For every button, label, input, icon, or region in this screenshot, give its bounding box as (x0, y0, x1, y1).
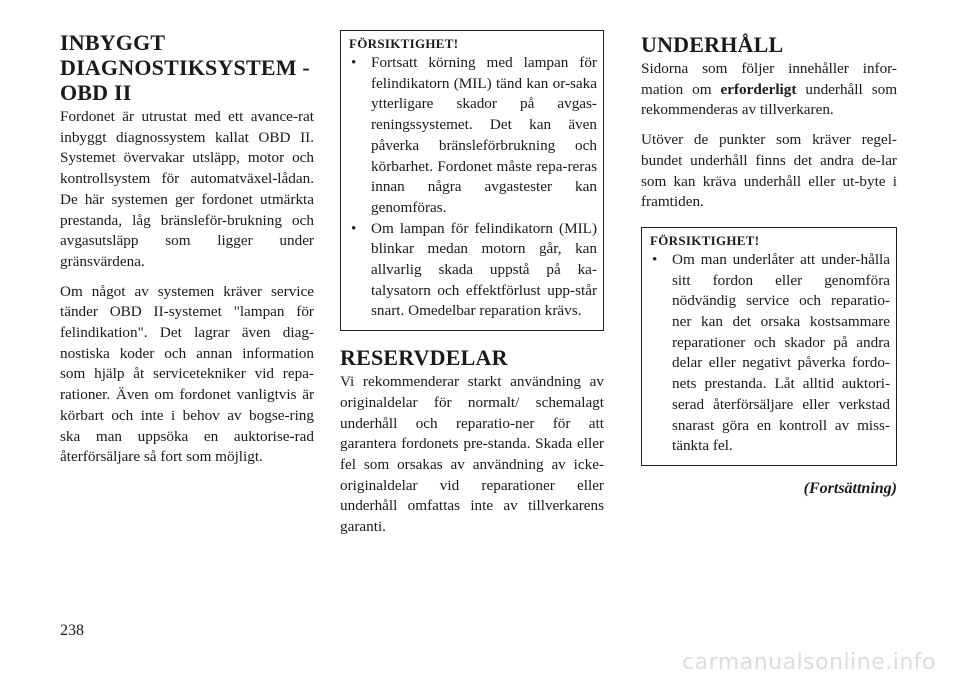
caution-text: Om lampan för felindikatorn (MIL) blinkar medan motorn går, kan allvarlig skada uppstå på ka-talysatorn och effektförlust upp-står snart. Omedelbar reparation krävs. (371, 219, 597, 320)
watermark: carmanualsonline.info (682, 650, 936, 675)
column-underhall (641, 30, 897, 498)
obd-paragraph-2: Om något av systemen kräver service tänder OBD II-systemet "lampan för felindikation". Det lagrar även diag-nostiska koder och annan information som hjälp åt servicetekniker vid repa-rationer. Även om fordonet vanligtvis är körbart och inte i behov av bogse-ring ska man uppsöka en auktorise-rad återförsäljare så fort som möjligt. (60, 282, 314, 466)
bullet-icon: • (652, 250, 658, 268)
caution-title: FÖRSIKTIGHET! (650, 232, 760, 248)
caution-list (650, 250, 890, 457)
underhall-heading: UNDERHÅLL (641, 32, 784, 57)
underhall-heading-wrap (641, 32, 897, 57)
caution-item (650, 250, 890, 457)
caution-title: FÖRSIKTIGHET! (349, 36, 459, 51)
bullet-icon: • (351, 54, 357, 71)
caution-text: Om man underlåter att under-hålla sitt fordon eller genomföra nödvändig service och reparatio-ner kan det orsaka kostsammare reparationer och skador på andra delar eller negativt påverka fordo-nets prestanda. Låt alltid auktori-serad återförsäljare eller verkstad snarast göra en kontroll av miss-tänkta fel. (672, 250, 890, 455)
column-obd (60, 30, 314, 468)
caution-box (340, 30, 604, 331)
caution-list (349, 53, 597, 322)
page-number: 238 (60, 622, 84, 639)
reservdelar-heading: RESERVDELAR (340, 345, 508, 371)
continued-label: (Fortsättning) (803, 479, 897, 497)
underhall-paragraph-1 (641, 59, 897, 121)
text-run: underhåll som rekommenderas av tillverkaren. (641, 80, 898, 119)
heading-line: OBD II (60, 80, 132, 105)
obd-heading (60, 30, 314, 105)
text-run: Sidorna som följer innehåller infor-mation om (641, 60, 897, 98)
obd-paragraph-1: Fordonet är utrustat med ett avance-rat inbyggt diagnossystem kallat OBD II. Systemet övervakar utsläpp, motor och kontrollsystem för automatväxel-lådan. De här systemen ger fordonet utmärkta prestanda, låg bränsleför-brukning och avgasutsläpp som ligger under gränsvärdena. (60, 108, 314, 270)
obd-heading-wrap (60, 30, 314, 105)
underhall-paragraph-2: Utöver de punkter som kräver regel-bundet underhåll finns det andra de-lar som kan kräva underhåll eller ut-byte i framtiden. (641, 131, 897, 211)
caution-box (641, 227, 897, 466)
column-reservdelar (340, 30, 604, 538)
heading-line: DIAGNOSTIKSYSTEM - (60, 55, 310, 80)
heading-line: INBYGGT (60, 30, 166, 55)
caution-item (349, 53, 597, 219)
caution-text: Fortsatt körning med lampan för felindikatorn (MIL) tänd kan or-saka ytterligare skador på avgas-reningssystemet. Det kan även påverka bränsleförbrukning och körbarhet. Fordonet måste repa-reras innan några avgastester kan genomföras. (371, 54, 597, 216)
bullet-icon: • (351, 219, 357, 237)
caution-item (349, 219, 597, 323)
reservdelar-paragraph: Vi rekommenderar starkt användning av originaldelar för normalt/ schemalagt underhåll och reparatio-ner för att garantera fordonets pre-standa. Skada eller fel som orsakas av användning av icke-originaldelar vid reparationer eller underhåll omfattas inte av tillverkarens garanti. (340, 373, 604, 536)
emphasis-text: erforderligt (720, 80, 797, 98)
